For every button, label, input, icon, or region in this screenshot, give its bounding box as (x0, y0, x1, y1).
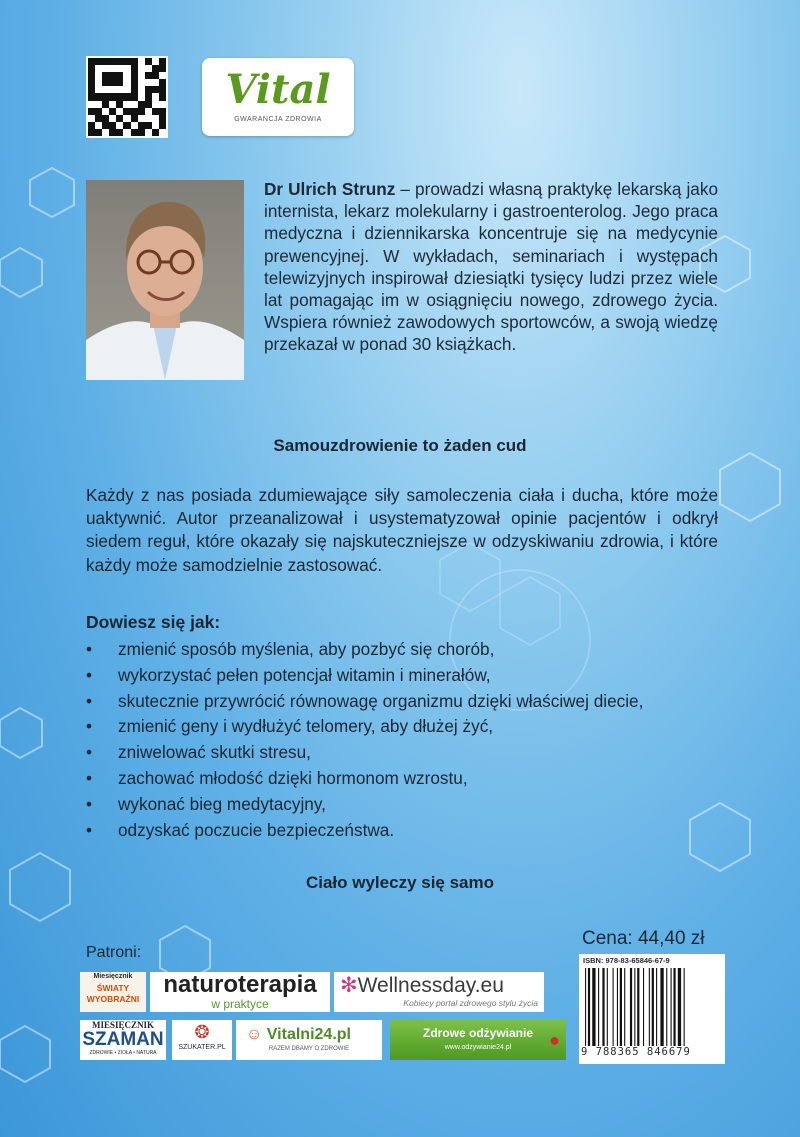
author-name: Dr Ulrich Strunz (264, 179, 396, 199)
zdrowe-text: Zdrowe odżywianie (422, 1026, 533, 1040)
list-item: • zachować młodość dzięki hormonom wzrostu, (86, 766, 643, 792)
barcode-bars (585, 968, 719, 1046)
apple-icon: ● (549, 1030, 560, 1050)
list-item: • zmienić sposób myślenia, aby pozbyć się chorób, (86, 637, 643, 663)
wellnessday-sub: Kobiecy portal zdrowego stylu życia (403, 998, 538, 1008)
vitalni24-sub: RAZEM DBAMY O ZDROWIE (268, 1046, 350, 1052)
wellnessday-text: Wellnessday.eu (357, 974, 504, 997)
swiaty-top: Miesięcznik (93, 973, 133, 980)
people-icon: ☺ (246, 1026, 263, 1043)
isbn-label: ISBN: 978-83-65846-67-9 (583, 956, 670, 965)
szaman-logo (80, 1020, 166, 1060)
vital-logo-text: Vital (225, 66, 331, 113)
list-item: • wykorzystać pełen potencjał witamin i minerałów, (86, 663, 643, 689)
szaman-text: SZAMAN (82, 1029, 164, 1050)
list-item: • skutecznie przywrócić równowagę organizmu dzięki właściwej diecie, (86, 689, 643, 715)
learn-list (86, 637, 643, 843)
qr-code[interactable] (86, 56, 168, 138)
vitalni24-text: Vitalni24.pl (266, 1026, 351, 1043)
list-item: • odzyskać poczucie bezpieczeństwa. (86, 818, 643, 844)
wellnessday-logo (334, 972, 544, 1012)
swiaty-text: ŚWIATY WYOBRAŹNI (86, 983, 140, 1004)
list-item: • zniwelować skutki stresu, (86, 740, 643, 766)
author-photo (86, 180, 244, 380)
vital-tagline: GWARANCJA ZDROWIA (234, 116, 322, 123)
naturoterapia-sub: w praktyce (211, 997, 269, 1011)
szukater-text: SZUKATER.PL (178, 1044, 226, 1051)
learn-title: Dowiesz się jak: (86, 612, 221, 632)
szukater-logo (172, 1020, 232, 1060)
szaman-sub: ZDROWIE • ZIOŁA • NATURA (89, 1050, 157, 1056)
barcode-digits: 9 788365 846679 (581, 1046, 691, 1058)
naturoterapia-logo (150, 972, 330, 1012)
zdrowe-url: www.odzywianie24.pl (444, 1044, 512, 1051)
flower-icon: ✻ (340, 974, 358, 997)
author-bio (264, 178, 718, 356)
closing-line: Ciało wyleczy się samo (305, 873, 495, 892)
isbn-barcode (579, 954, 725, 1064)
naturoterapia-text: naturoterapia (163, 972, 317, 998)
section-title: Samouzdrowienie to żaden cud (273, 436, 527, 455)
vital-logo (202, 58, 354, 136)
price: Cena: 44,40 zł (582, 928, 705, 949)
vitalni24-logo (236, 1020, 382, 1060)
intro-paragraph: Każdy z nas posiada zdumiewające siły samoleczenia ciała i ducha, które może uaktywnić. Autor przeanalizował i usystematyzował opinie pacjentów i odkrył siedem reguł, które okazały się najskuteczniejsze w odzyskiwaniu zdrowia, i które każdy może samodzielnie zastosować. (86, 485, 718, 575)
zdrowe-odzywianie-logo (390, 1020, 566, 1060)
szaman-top: MIESIĘCZNIK (91, 1020, 154, 1030)
list-item: • zmienić geny i wydłużyć telomery, aby dłużej żyć, (86, 714, 643, 740)
swiaty-wyobrazni-logo (80, 972, 146, 1012)
list-item: • wykonać bieg medytacyjny, (86, 792, 643, 818)
patrons-label: Patroni: (86, 944, 142, 961)
author-bio-text: – prowadzi własną praktykę lekarską jako internista, lekarz molekularny i gastroenterolog. Jego praca medyczna i dziennikarska koncentruje się na medycynie prewencyjnej. W wykładach, seminariach i występach telewizyjnych inspirował dziesiątki tysięcy ludzi przez wiele lat pomagając im w osiągnięciu nowego, zdrowego życia. Wspiera również zawodowych sportowców, a swoją wiedzę przekazał w ponad 30 książkach. (264, 179, 718, 355)
spiral-icon: ❂ (194, 1022, 210, 1042)
